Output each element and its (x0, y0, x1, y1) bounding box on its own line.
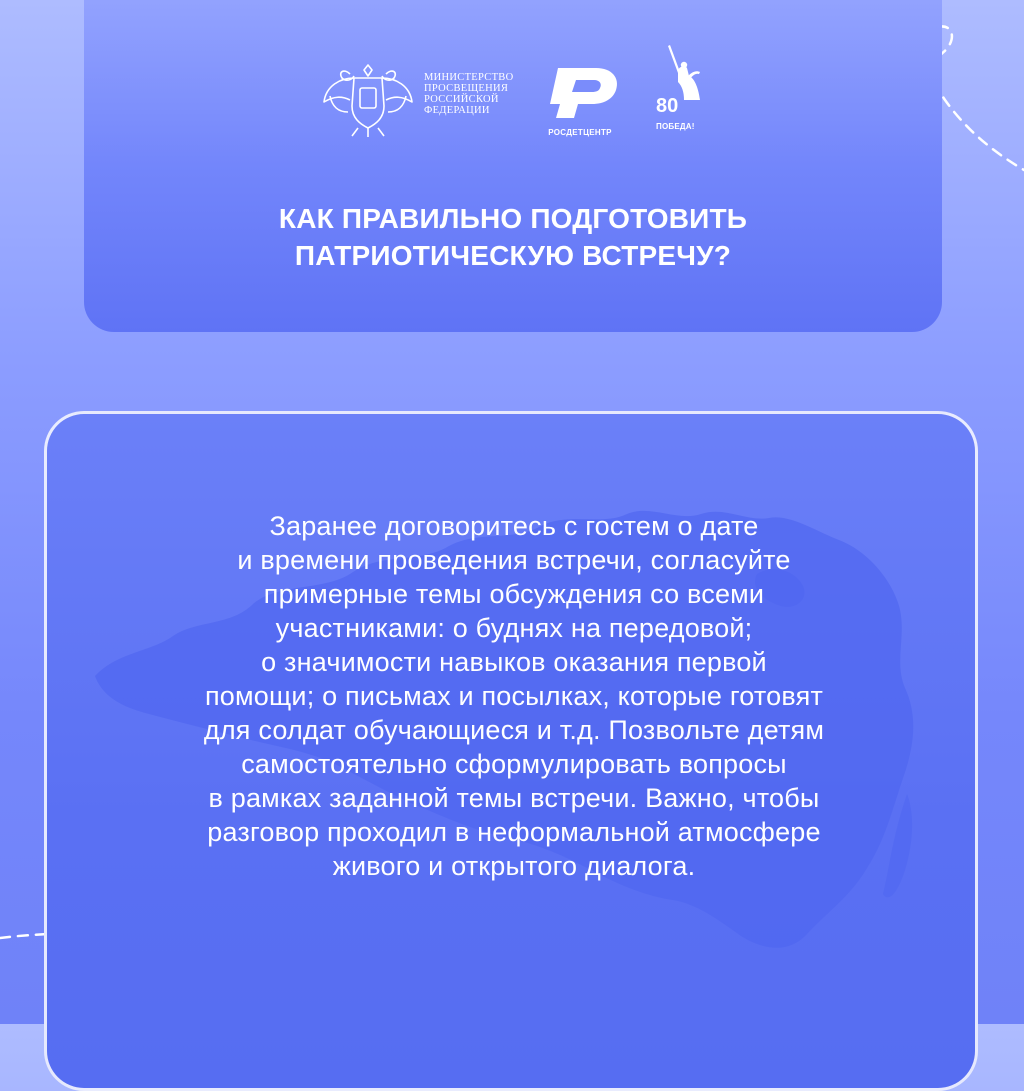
text-line: и времени проведения встречи, согласуйте (237, 545, 791, 575)
ministry-line: ПРОСВЕЩЕНИЯ (424, 83, 509, 94)
text-line: участниками: о буднях на передовой; (275, 613, 753, 643)
page-title (84, 200, 942, 274)
ministry-name (424, 72, 524, 116)
ministry-line: ФЕДЕРАЦИИ (424, 105, 490, 116)
title-line: КАК ПРАВИЛЬНО ПОДГОТОВИТЬ (278, 203, 748, 234)
text-line: Заранее договоритесь с гостем о дате (269, 511, 759, 541)
text-line: для солдат обучающиеся и т.д. Позвольте детям (203, 715, 825, 745)
ministry-line: РОССИЙСКОЙ (424, 94, 499, 105)
rosdetcenter-r-icon (530, 62, 630, 126)
text-line: помощи; о письмах и посылках, которые готовят (204, 681, 824, 711)
text-line: примерные темы обсуждения со всеми (263, 579, 765, 609)
text-line: живого и открытого диалога. (332, 851, 696, 881)
victory-number: 80 (656, 95, 679, 117)
double-headed-eagle-icon (320, 62, 416, 138)
victory-80-logo (654, 42, 710, 142)
text-line: самостоятельно сформулировать вопросы (241, 749, 787, 779)
text-line: разговор проходил в неформальной атмосфере (207, 817, 821, 847)
partner-logos (0, 0, 1024, 180)
victory-label: ПОБЕДА! (656, 122, 695, 131)
text-line: о значимости навыков оказания первой (261, 647, 767, 677)
content-text (107, 509, 921, 883)
title-line: ПАТРИОТИЧЕСКУЮ ВСТРЕЧУ? (294, 240, 732, 271)
ministry-logo (320, 62, 520, 142)
text-line: в рамках заданной темы встречи. Важно, чтобы (208, 783, 820, 813)
rosdetcenter-label: РОСДЕТЦЕНТР (548, 128, 612, 137)
ministry-line: МИНИСТЕРСТВО (424, 72, 514, 83)
motherland-statue-icon (654, 42, 710, 102)
rosdetcenter-logo (530, 62, 630, 142)
content-card (44, 411, 978, 1091)
